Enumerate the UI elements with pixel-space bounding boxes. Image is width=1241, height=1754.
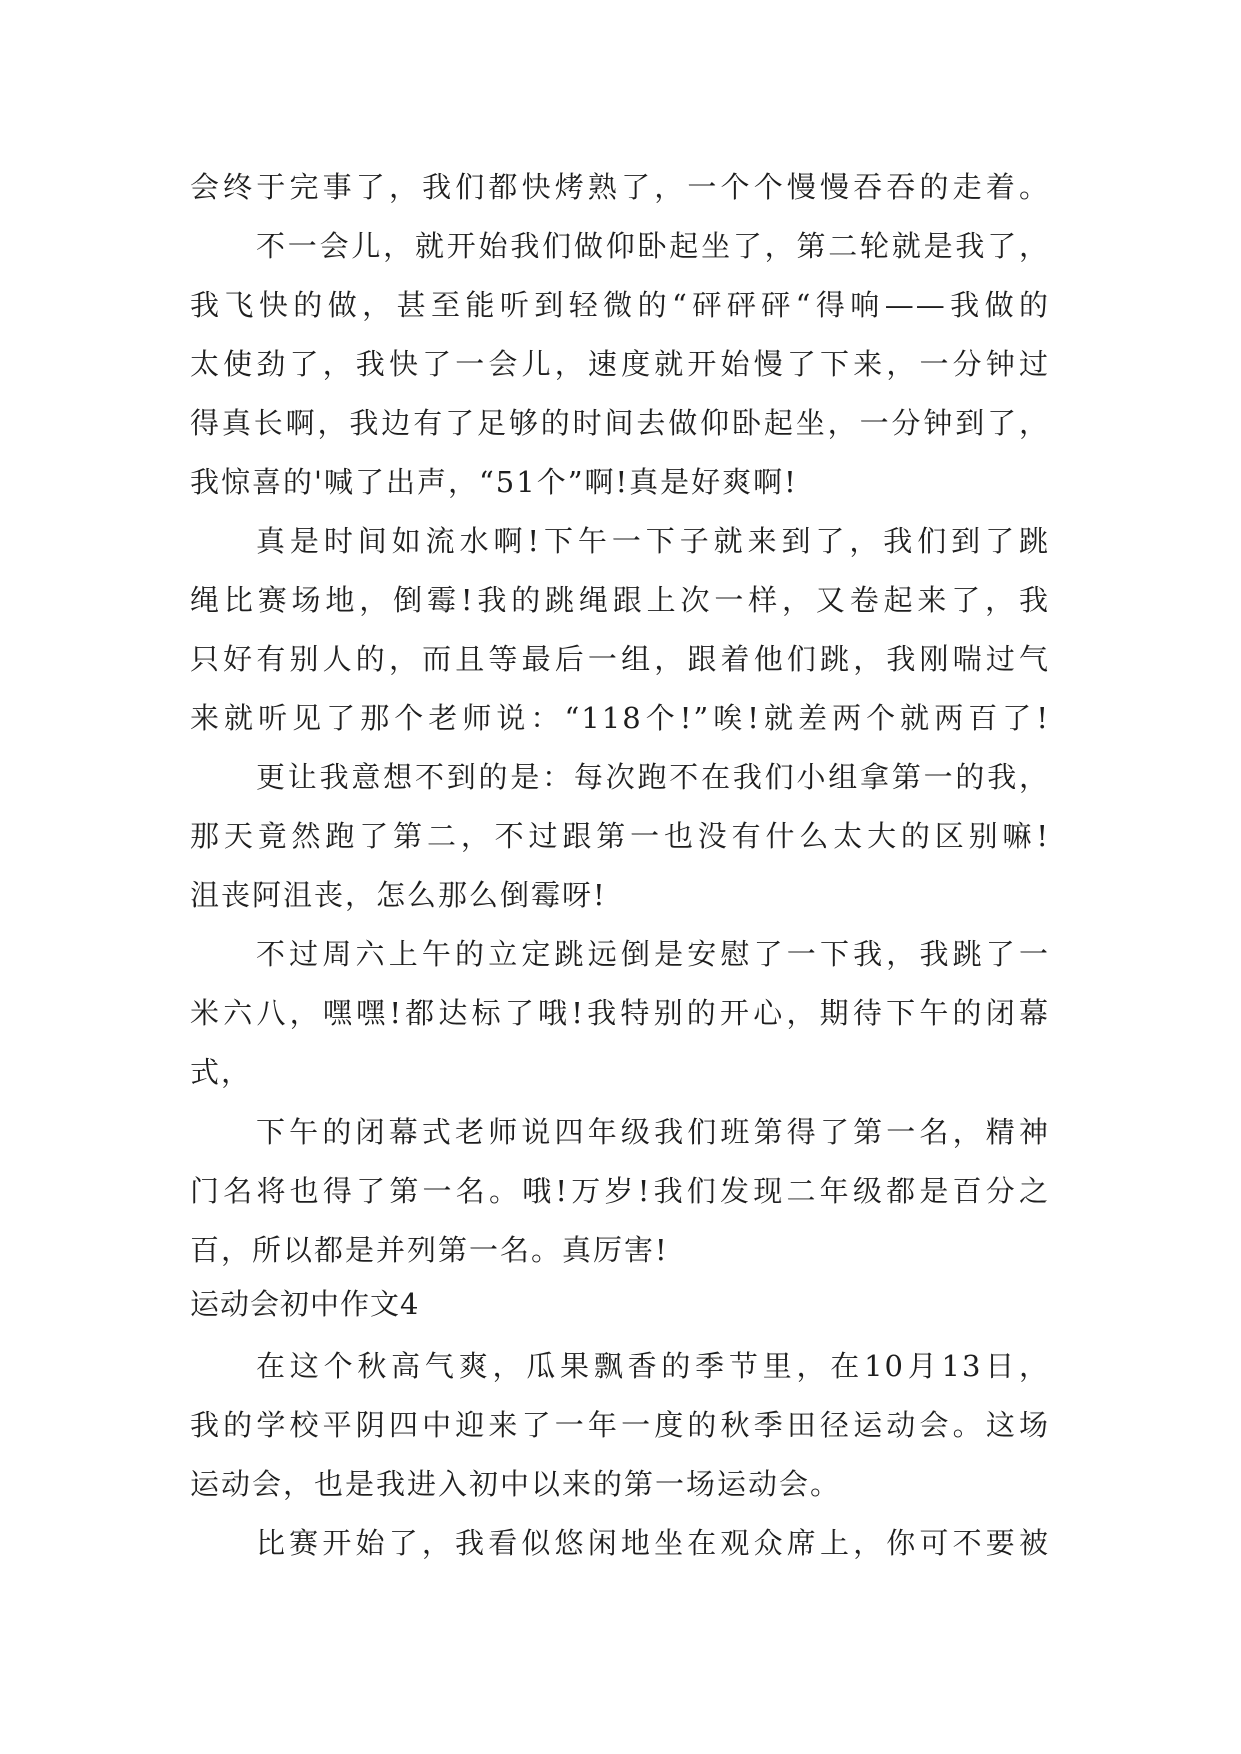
body-text-line: 只好有别人的，而且等最后一组，跟着他们跳，我刚喘过气	[190, 642, 1050, 676]
body-text-line: 绳比赛场地，倒霉!我的跳绳跟上次一样，又卷起来了，我	[190, 583, 1050, 617]
body-text-line: 我惊喜的'喊了出声，“51个”啊!真是好爽啊!	[190, 465, 798, 499]
body-text-line: 我飞快的做，甚至能听到轻微的“砰砰砰“得响——我做的	[190, 288, 1050, 322]
paragraph-first-line: 比赛开始了，我看似悠闲地坐在观众席上，你可不要被	[256, 1526, 1050, 1560]
section-heading: 运动会初中作文4	[190, 1287, 420, 1321]
body-text-line: 那天竟然跑了第二，不过跟第一也没有什么太大的区别嘛!	[190, 819, 1050, 853]
paragraph-first-line: 不一会儿，就开始我们做仰卧起坐了，第二轮就是我了，	[256, 229, 1050, 263]
body-text-line: 我的学校平阴四中迎来了一年一度的秋季田径运动会。这场	[190, 1408, 1050, 1442]
body-text-line: 得真长啊，我边有了足够的时间去做仰卧起坐，一分钟到了，	[190, 406, 1050, 440]
paragraph-first-line: 不过周六上午的立定跳远倒是安慰了一下我，我跳了一	[256, 937, 1050, 971]
paragraph-first-line: 真是时间如流水啊!下午一下子就来到了，我们到了跳	[256, 524, 1050, 558]
body-text-line: 会终于完事了，我们都快烤熟了，一个个慢慢吞吞的走着。	[190, 170, 1050, 204]
body-text-line: 米六八，嘿嘿!都达标了哦!我特别的开心，期待下午的闭幕	[190, 996, 1050, 1030]
body-text-line: 运动会，也是我进入初中以来的第一场运动会。	[190, 1467, 842, 1501]
body-text-line: 门名将也得了第一名。哦!万岁!我们发现二年级都是百分之	[190, 1174, 1050, 1208]
paragraph-first-line: 下午的闭幕式老师说四年级我们班第得了第一名，精神	[256, 1115, 1050, 1149]
body-text-line: 沮丧阿沮丧，怎么那么倒霉呀!	[190, 878, 607, 912]
body-text-line: 太使劲了，我快了一会儿，速度就开始慢了下来，一分钟过	[190, 347, 1050, 381]
body-text-line: 来就听见了那个老师说：“118个!”唉!就差两个就两百了!	[190, 701, 1050, 735]
paragraph-first-line: 在这个秋高气爽，瓜果飘香的季节里，在10月13日，	[256, 1349, 1050, 1383]
body-text-line: 式，	[190, 1055, 253, 1089]
paragraph-first-line: 更让我意想不到的是：每次跑不在我们小组拿第一的我，	[256, 760, 1050, 794]
body-text-line: 百，所以都是并列第一名。真厉害!	[190, 1233, 669, 1267]
